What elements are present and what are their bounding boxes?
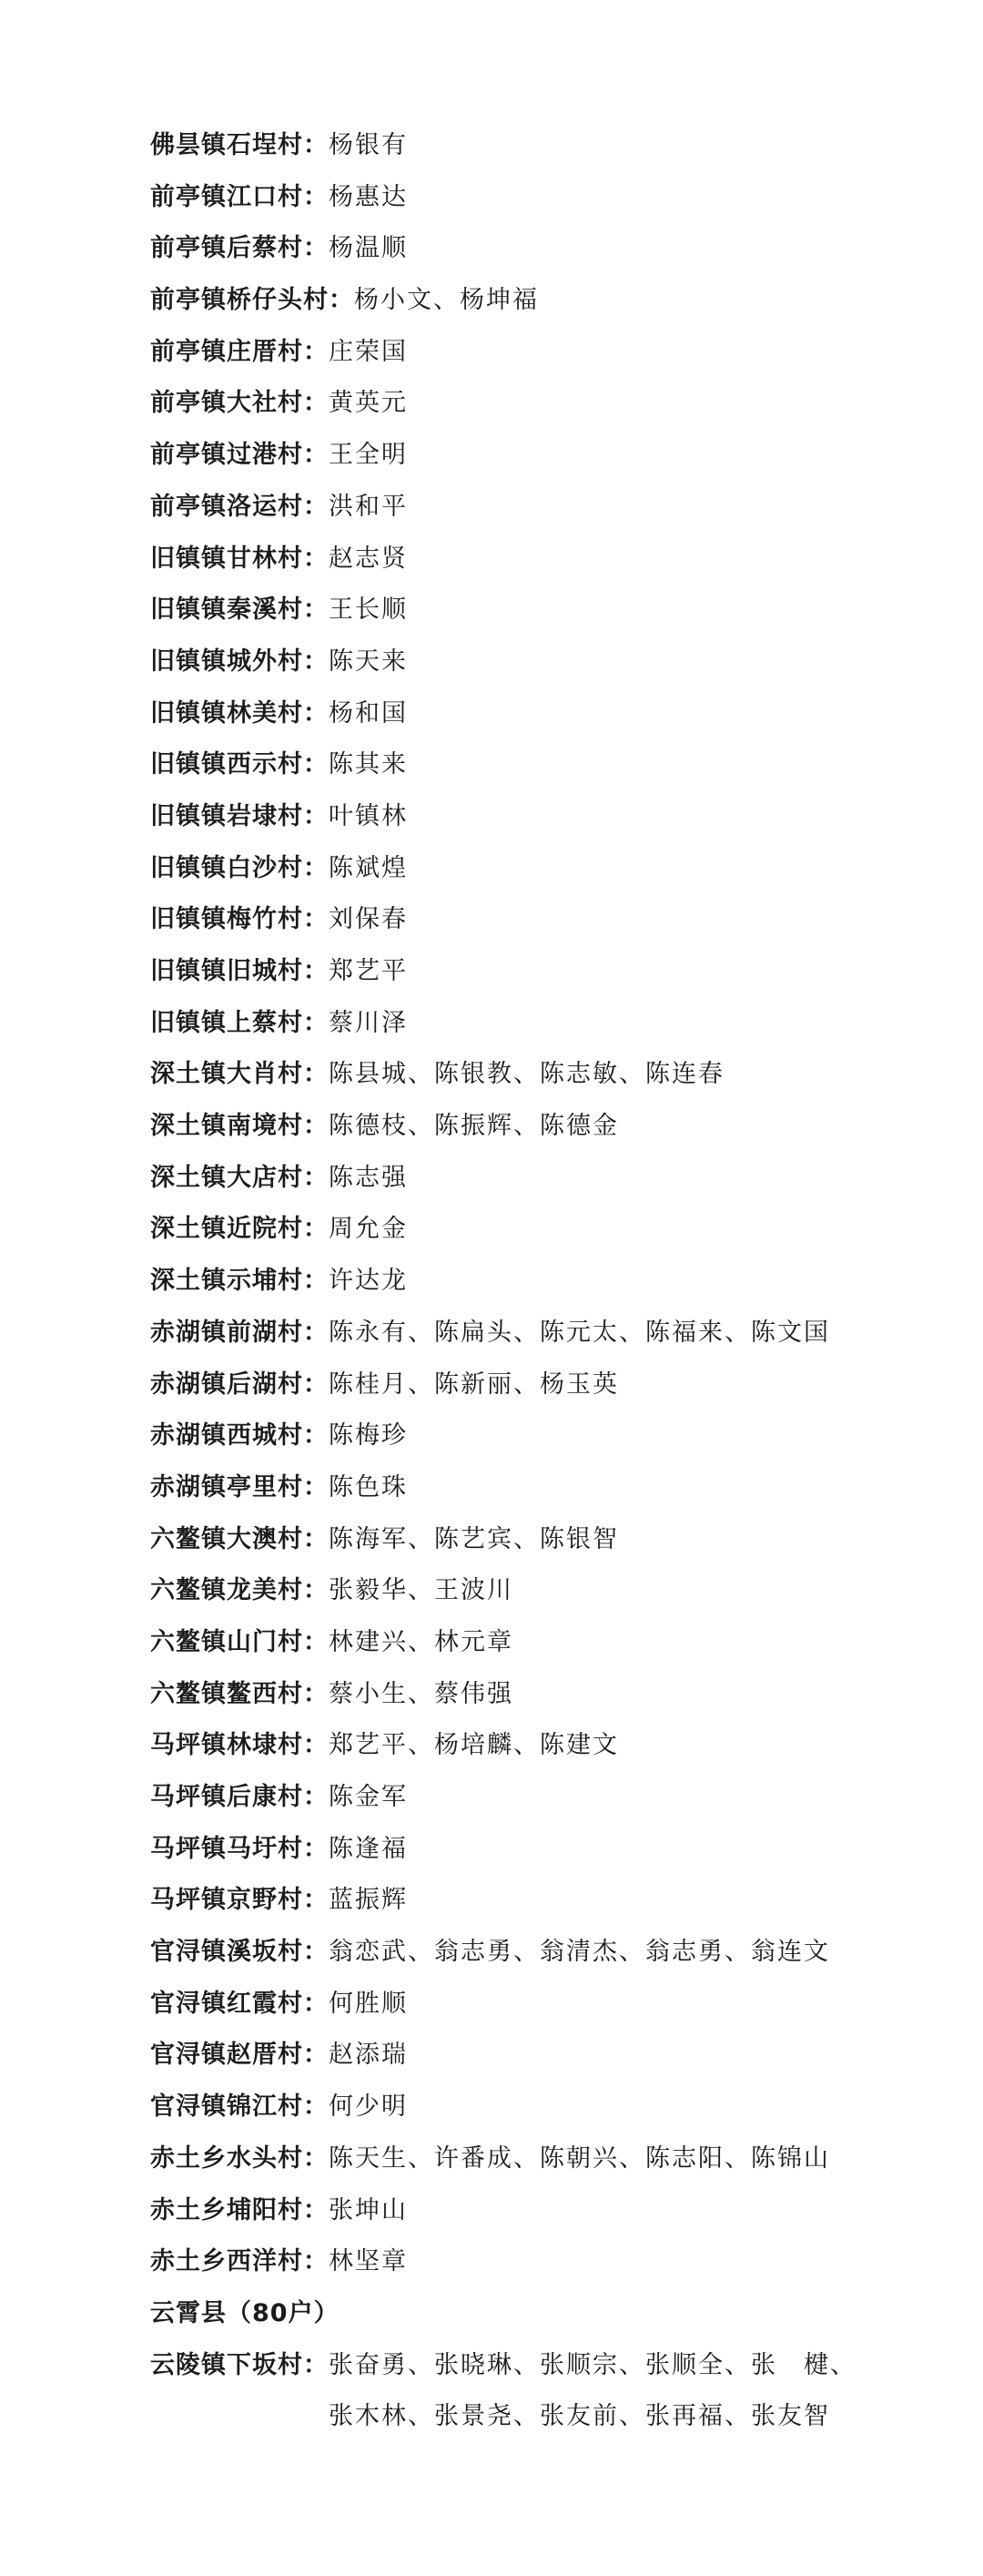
list-item (150, 946, 906, 998)
household-names: 陈逢福 (329, 1834, 408, 1863)
village-label: 旧镇镇白沙村： (150, 853, 329, 882)
list-item (150, 534, 906, 585)
village-label: 旧镇镇旧城村： (150, 957, 329, 985)
list-item (150, 1927, 906, 1979)
village-label: 赤土乡埔阳村： (150, 2195, 329, 2225)
list-item (150, 1101, 906, 1153)
household-names: 陈斌煌 (329, 853, 408, 882)
list-item (150, 327, 906, 379)
village-label: 旧镇镇梅竹村： (150, 905, 329, 934)
list-item (150, 2185, 906, 2237)
list-item (150, 1153, 906, 1205)
village-label: 赤湖镇西城村： (150, 1421, 329, 1451)
village-label: 旧镇镇甘林村： (150, 544, 329, 573)
list-item (150, 275, 906, 327)
list-item (150, 1462, 906, 1514)
list-item (150, 1049, 906, 1101)
village-label: 旧镇镇上蔡村： (150, 1008, 329, 1037)
household-names: 蔡小生、蔡伟强 (329, 1679, 513, 1708)
list-item (150, 636, 906, 688)
list-item (150, 1359, 906, 1411)
village-label: 赤湖镇亭里村： (150, 1472, 329, 1502)
list-item (150, 1204, 906, 1256)
household-names: 陈天来 (329, 647, 408, 676)
list-item (150, 1514, 906, 1566)
village-label: 官浔镇溪坂村： (150, 1938, 329, 1967)
list-item (150, 1824, 906, 1876)
list-item (150, 172, 906, 224)
household-names: 陈色珠 (329, 1472, 408, 1502)
village-label: 六鳌镇龙美村： (150, 1576, 329, 1605)
village-label: 赤土乡水头村： (150, 2143, 329, 2173)
household-names: 陈县城、陈银教、陈志敏、陈连春 (329, 1060, 725, 1089)
village-label: 官浔镇赵厝村： (150, 2041, 329, 2070)
list-item (150, 1256, 906, 1308)
household-names: 陈永有、陈扁头、陈元太、陈福来、陈文国 (329, 1318, 830, 1347)
list-item (150, 2082, 906, 2133)
household-names: 林建兴、林元章 (329, 1627, 513, 1656)
household-names: 杨小文、杨坤福 (354, 286, 539, 315)
list-item (150, 894, 906, 946)
entries-list (150, 120, 906, 2288)
household-names (329, 2340, 856, 2443)
village-label: 旧镇镇西示村： (150, 750, 329, 779)
list-item (150, 1617, 906, 1669)
list-item (150, 791, 906, 843)
village-label: 旧镇镇秦溪村： (150, 596, 329, 625)
village-label: 前亭镇后蔡村： (150, 234, 329, 263)
household-names: 张坤山 (329, 2195, 408, 2225)
section-heading: 云霄县（80户） (150, 2298, 339, 2327)
village-label: 马坪镇京野村： (150, 1886, 329, 1915)
household-names-line: 张奋勇、张晓琳、张顺宗、张顺全、张 楗、 (329, 2350, 856, 2379)
list-item (150, 223, 906, 275)
household-names: 张毅华、王波川 (329, 1576, 513, 1605)
village-label: 赤土乡西洋村： (150, 2247, 329, 2276)
household-names: 庄荣国 (329, 337, 408, 366)
household-names: 洪和平 (329, 492, 408, 521)
household-names: 叶镇林 (329, 801, 408, 830)
list-item (150, 1720, 906, 1772)
list-item (150, 378, 906, 430)
household-names: 赵志贤 (329, 544, 408, 573)
village-label: 前亭镇桥仔头村： (150, 286, 354, 315)
list-item (150, 2236, 906, 2288)
village-label: 旧镇镇岩埭村： (150, 801, 329, 830)
household-names: 郑艺平 (329, 957, 408, 985)
household-names: 杨银有 (329, 131, 408, 159)
household-names: 蔡川泽 (329, 1008, 408, 1037)
household-names: 王全明 (329, 441, 408, 470)
household-names: 何少明 (329, 2092, 408, 2122)
village-label: 官浔镇红霞村： (150, 1989, 329, 2018)
list-item (150, 2133, 906, 2185)
list-item (150, 739, 906, 791)
village-label: 深土镇大肖村： (150, 1060, 329, 1089)
village-label: 云陵镇下坂村： (150, 2350, 329, 2379)
village-label: 前亭镇江口村： (150, 182, 329, 211)
list-item (150, 1410, 906, 1462)
household-names: 何胜顺 (329, 1989, 408, 2018)
household-names: 杨和国 (329, 698, 408, 728)
village-label: 深土镇示埔村： (150, 1267, 329, 1296)
village-label: 官浔镇锦江村： (150, 2092, 329, 2122)
household-names: 陈志强 (329, 1163, 408, 1192)
household-names: 陈其来 (329, 750, 408, 779)
village-label: 马坪镇马圩村： (150, 1834, 329, 1863)
roster-list (150, 120, 906, 2443)
village-label: 前亭镇大社村： (150, 389, 329, 418)
household-names: 蓝振辉 (329, 1886, 408, 1915)
village-label: 旧镇镇林美村： (150, 698, 329, 728)
list-item (150, 1669, 906, 1721)
household-names: 翁恋武、翁志勇、翁清杰、翁志勇、翁连文 (329, 1938, 830, 1967)
household-names: 郑艺平、杨培麟、陈建文 (329, 1731, 619, 1760)
household-names: 黄英元 (329, 389, 408, 418)
village-label: 六鳌镇山门村： (150, 1627, 329, 1656)
household-names: 陈德枝、陈振辉、陈德金 (329, 1112, 619, 1141)
list-item (150, 120, 906, 172)
household-names: 陈梅珍 (329, 1421, 408, 1451)
household-names: 杨温顺 (329, 234, 408, 263)
village-label: 六鳌镇大澳村： (150, 1524, 329, 1553)
village-label: 前亭镇洛运村： (150, 492, 329, 521)
village-label: 前亭镇庄厝村： (150, 337, 329, 366)
list-item (150, 1979, 906, 2031)
household-names: 林坚章 (329, 2247, 408, 2276)
household-names: 王长顺 (329, 596, 408, 625)
list-item (150, 688, 906, 740)
village-label: 深土镇近院村： (150, 1215, 329, 1244)
village-label: 旧镇镇城外村： (150, 647, 329, 676)
list-item (150, 585, 906, 636)
household-names: 杨惠达 (329, 182, 408, 211)
section-heading-row (150, 2288, 906, 2340)
list-item (150, 430, 906, 482)
list-item (150, 1772, 906, 1824)
list-item (150, 1308, 906, 1359)
household-names: 刘保春 (329, 905, 408, 934)
village-label: 赤湖镇前湖村： (150, 1318, 329, 1347)
village-label: 深土镇大店村： (150, 1163, 329, 1192)
household-names: 陈金军 (329, 1783, 408, 1811)
list-item (150, 998, 906, 1050)
household-names: 陈天生、许番成、陈朝兴、陈志阳、陈锦山 (329, 2143, 830, 2173)
household-names: 周允金 (329, 1215, 408, 1244)
household-names: 许达龙 (329, 1267, 408, 1296)
village-label: 赤湖镇后湖村： (150, 1369, 329, 1399)
village-label: 佛昙镇石埕村： (150, 131, 329, 159)
list-item (150, 2030, 906, 2082)
list-item (150, 2340, 906, 2443)
household-names: 陈海军、陈艺宾、陈银智 (329, 1524, 619, 1553)
list-item (150, 482, 906, 534)
list-item (150, 843, 906, 895)
village-label: 深土镇南境村： (150, 1112, 329, 1141)
village-label: 马坪镇后康村： (150, 1783, 329, 1811)
village-label: 马坪镇林埭村： (150, 1731, 329, 1760)
list-item (150, 1565, 906, 1617)
household-names-line: 张木林、张景尧、张友前、张再福、张友智 (329, 2402, 830, 2431)
village-label: 六鳌镇鳌西村： (150, 1679, 329, 1708)
household-names: 赵添瑞 (329, 2041, 408, 2070)
list-item (150, 1875, 906, 1927)
village-label: 前亭镇过港村： (150, 441, 329, 470)
household-names: 陈桂月、陈新丽、杨玉英 (329, 1369, 619, 1399)
